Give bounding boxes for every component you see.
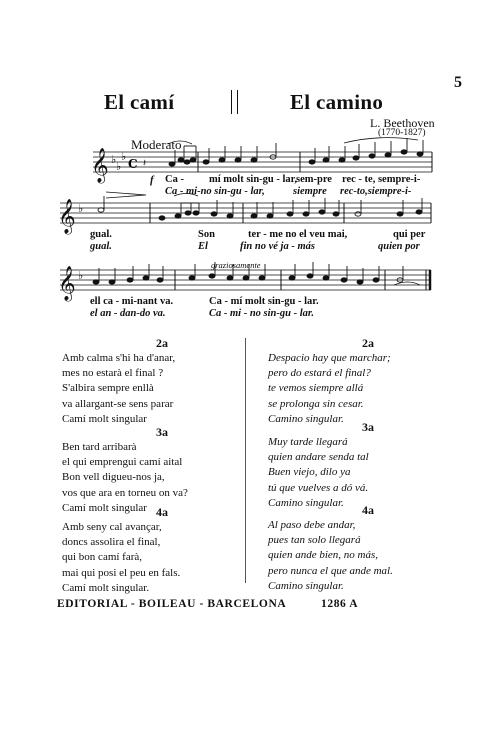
verse-line: Camino singular. (268, 412, 344, 425)
verse-line: Camí molt singular. (62, 581, 150, 594)
verse-line: tú que vuelves a dó vá. (268, 481, 369, 494)
expression-marking: graziosamente (211, 260, 261, 270)
lyric-3e-b: Ca - mi - no sin-gu - lar. (209, 308, 315, 319)
composer-dates: (1770-1827) (378, 128, 426, 138)
verse-cat-2 (62, 336, 262, 427)
verse-line: pero do estará el final? (268, 367, 371, 380)
lyric-2e-c: fin no vé ja - más (240, 241, 315, 252)
lyric-2c-d: qui per (393, 229, 426, 240)
verse-line: Bon vell digueu-nos ja, (62, 471, 165, 484)
verse-line: pues tan solo llegará (268, 534, 361, 547)
clefs (58, 148, 109, 302)
svg-text:♭: ♭ (121, 150, 127, 163)
barlines (150, 152, 432, 290)
verse-number: 2a (362, 336, 374, 350)
lyric-1c-d: rec - te, sempre-i- (342, 174, 421, 185)
verse-line: Camino singular. (268, 496, 344, 509)
lyric-2c-b: Son (198, 229, 215, 240)
title-spanish: El camino (290, 90, 384, 114)
svg-text:♭: ♭ (116, 160, 122, 173)
dynamic-marking: f (150, 174, 154, 186)
music-score (0, 0, 500, 340)
verse-line: doncs assolira el final, (62, 536, 161, 549)
verse-line: mai qui posi el peu en fals. (62, 566, 181, 579)
verse-es-3 (268, 420, 468, 511)
lyric-2c-c: ter - me no el veu mai, (248, 229, 348, 240)
verse-line: el qui emprengui camí aital (62, 456, 183, 469)
lyric-1e-b: siempre (293, 186, 327, 197)
verse-line: Despacio hay que marchar; (268, 352, 391, 364)
footer-catalog-number: 1286 A (321, 598, 359, 610)
verse-line: Buen viejo, dilo ya (268, 466, 351, 479)
verse-line: Muy tarde llegará (268, 436, 348, 448)
verse-cat-3 (62, 425, 262, 516)
verse-number: 3a (362, 420, 374, 434)
verse-line: Camí molt singular (62, 501, 147, 514)
svg-text:𝄞: 𝄞 (58, 199, 76, 234)
verse-line: Camino singular. (268, 579, 344, 592)
verse-line: Ben tard arribarà (62, 441, 137, 453)
svg-text:♭: ♭ (78, 202, 84, 215)
verse-line: S'albira sempre enllà (62, 382, 154, 395)
lyric-2e-d: quien por (378, 241, 420, 252)
verse-line: Amb calma s'hi ha d'anar, (62, 352, 176, 364)
lyric-2e-a: gual. (90, 241, 112, 252)
lyric-1c-c: sem-pre (296, 174, 332, 185)
lyric-3c-a: ell ca - mi-nant va. (90, 296, 174, 307)
verse-line: qui bon camí farà, (62, 551, 143, 564)
verse-line: va allargant-se sens parar (62, 397, 174, 410)
verse-line: Amb seny cal avançar, (62, 521, 162, 533)
notes (93, 138, 423, 284)
verse-line: Camí molt singular (62, 412, 147, 425)
lyric-1e-c: rec-to,siempre-i- (340, 186, 412, 197)
svg-text:𝄞: 𝄞 (91, 148, 109, 183)
footer-publisher: EDITORIAL - BOILEAU - BARCELONA (57, 598, 287, 610)
verse-line: quien andare senda tal (268, 451, 369, 464)
svg-text:♭: ♭ (111, 153, 117, 166)
lyric-1e-a: Ca - mi-no sin-gu - lar, (165, 186, 265, 197)
verse-line: pero nunca el que ande mal. (268, 564, 393, 577)
verse-line: te vemos siempre allá (268, 382, 364, 395)
verse-number: 4a (156, 505, 168, 519)
svg-text:♭: ♭ (78, 269, 84, 282)
svg-text:𝄞: 𝄞 (58, 266, 76, 301)
tempo-marking: Moderato (131, 137, 182, 152)
verse-es-2 (268, 336, 468, 427)
lyric-3c-b: Ca - mí molt sin-gu - lar. (209, 296, 319, 307)
lyric-1c-a: Ca - (165, 174, 184, 185)
verse-line: vos que ara en torneu on va? (62, 486, 188, 499)
lyric-3e-a: el an - dan-do va. (90, 308, 166, 319)
time-signature: C (128, 157, 138, 171)
verse-number: 3a (156, 425, 168, 439)
composer: L. Beethoven (370, 116, 435, 130)
verse-number: 2a (156, 336, 168, 350)
verse-line: Al paso debe andar, (268, 519, 356, 531)
lyric-2c-a: gual. (90, 229, 112, 240)
verse-number: 4a (362, 503, 374, 517)
page-number: 5 (454, 74, 462, 91)
slurs-hairpins (106, 138, 420, 285)
title-catalan: El camí (104, 90, 175, 114)
verse-line: quien ande bien, no más, (268, 549, 378, 562)
svg-text:𝄽: 𝄽 (143, 158, 147, 169)
lyric-2e-b: El (198, 241, 208, 252)
verse-es-4 (268, 503, 468, 594)
lyric-1c-b: mí molt sin-gu - lar, (209, 174, 297, 185)
verse-line: se prolonga sin cesar. (268, 397, 364, 410)
verse-line: mes no estarà el final ? (62, 367, 164, 380)
verse-cat-4 (62, 505, 262, 596)
